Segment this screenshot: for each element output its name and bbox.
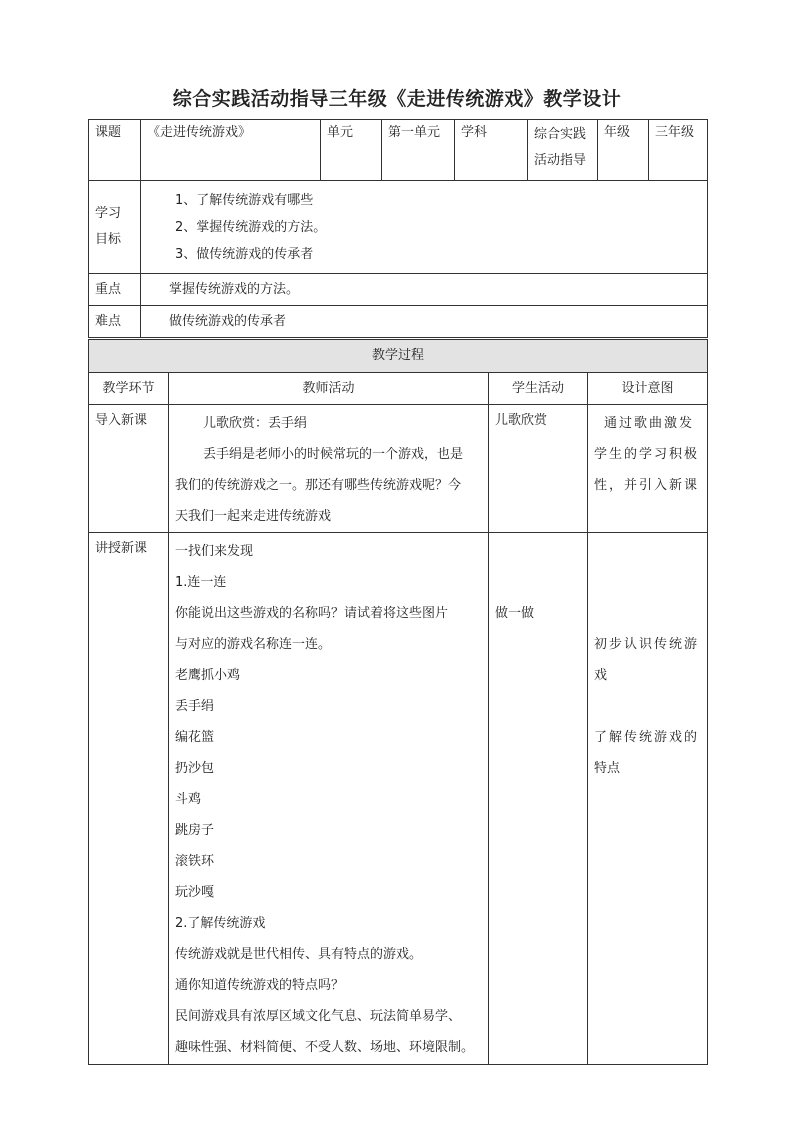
subject-label: 学科 (455, 120, 528, 181)
topic-value: 《走进传统游戏》 (141, 120, 321, 181)
lecture-stage: 讲授新课 (89, 533, 169, 1065)
unit-value: 第一单元 (382, 120, 455, 181)
lecture-teacher-line: 编花篮 (175, 730, 215, 745)
goals-label-line2: 目标 (95, 232, 122, 247)
intro-teacher-line: 天我们一起来走进传统游戏 (175, 509, 332, 524)
goals-label-line1: 学习 (95, 206, 122, 221)
info-table (88, 119, 708, 338)
lecture-teacher-line: 与对应的游戏名称连一连。 (175, 637, 332, 652)
intro-teacher-activity (169, 405, 489, 533)
intro-intent (588, 405, 708, 533)
lecture-teacher-line: 玩沙嘎 (175, 885, 215, 900)
intro-intent-line: 学生的学习积极 (594, 447, 700, 462)
column-header-student: 学生活动 (489, 373, 588, 405)
lecture-teacher-line: 丢手绢 (175, 699, 215, 714)
lecture-teacher-line: 1.连一连 (175, 575, 227, 590)
spacer (594, 536, 701, 629)
goal-item: 1、了解传统游戏有哪些 (175, 193, 314, 208)
page-title: 综合实践活动指导三年级《走进传统游戏》教学设计 (172, 88, 622, 110)
subject-value-line2: 活动指导 (534, 153, 587, 168)
goals-label (89, 181, 141, 274)
goal-item: 3、做传统游戏的传承者 (175, 247, 314, 262)
lecture-teacher-activity (169, 533, 489, 1065)
intro-teacher-line: 我们的传统游戏之一。那还有哪些传统游戏呢？今 (175, 478, 462, 493)
key-point-label: 重点 (89, 274, 141, 306)
lecture-teacher-line: 通你知道传统游戏的特点吗？ (175, 978, 345, 993)
lecture-teacher-line: 扔沙包 (175, 761, 215, 776)
difficulty-label: 难点 (89, 306, 141, 338)
lecture-teacher-line: 趣味性强、材料简便、不受人数、场地、环境限制。 (175, 1040, 475, 1055)
lecture-teacher-line: 跳房子 (175, 823, 215, 838)
spacer (495, 567, 581, 598)
intro-teacher-line: 丢手绢是老师小的时候常玩的一个游戏，也是 (203, 447, 464, 462)
lecture-student-activity (489, 533, 588, 1065)
lecture-intent-line: 戏 (594, 668, 608, 683)
lecture-teacher-line: 老鹰抓小鸡 (175, 668, 241, 683)
intro-intent-line: 性，并引入新课 (594, 478, 700, 493)
lecture-teacher-line: 2.了解传统游戏 (175, 916, 266, 931)
column-header-stage: 教学环节 (89, 373, 169, 405)
intro-teacher-line: 儿歌欣赏：丢手绢 (203, 416, 308, 431)
lecture-teacher-line: 一找们来发现 (175, 544, 254, 559)
lecture-intent-line: 特点 (594, 761, 621, 776)
column-header-intent: 设计意图 (588, 373, 708, 405)
spacer (594, 691, 701, 722)
column-header-teacher: 教师活动 (169, 373, 489, 405)
grade-label: 年级 (598, 120, 649, 181)
goal-item: 2、掌握传统游戏的方法。 (175, 220, 327, 235)
topic-label: 课题 (89, 120, 141, 181)
key-point-value: 掌握传统游戏的方法。 (141, 274, 708, 306)
lecture-teacher-line: 滚铁环 (175, 854, 215, 869)
lecture-intent-line: 初步认识传统游 (594, 637, 700, 652)
difficulty-value: 做传统游戏的传承者 (141, 306, 708, 338)
grade-value: 三年级 (649, 120, 708, 181)
process-table (88, 339, 708, 1065)
goals-list (141, 181, 708, 274)
unit-label: 单元 (321, 120, 382, 181)
lecture-intent (588, 533, 708, 1065)
subject-value-line1: 综合实践 (534, 127, 587, 142)
lecture-student-line: 做一做 (495, 606, 535, 621)
intro-student-activity: 儿歌欣赏 (489, 405, 588, 533)
lecture-intent-line: 了解传统游戏的 (594, 730, 700, 745)
lecture-teacher-line: 你能说出这些游戏的名称吗？请试着将这些图片 (175, 606, 449, 621)
lecture-teacher-line: 民间游戏具有浓厚区域文化气息、玩法简单易学、 (175, 1009, 462, 1024)
subject-value (528, 120, 598, 181)
intro-stage: 导入新课 (89, 405, 169, 533)
lecture-teacher-line: 传统游戏就是世代相传、具有特点的游戏。 (175, 947, 423, 962)
lecture-teacher-line: 斗鸡 (175, 792, 202, 807)
intro-intent-line: 通过歌曲激发 (604, 416, 695, 431)
spacer (495, 536, 581, 567)
process-heading: 教学过程 (89, 340, 708, 373)
